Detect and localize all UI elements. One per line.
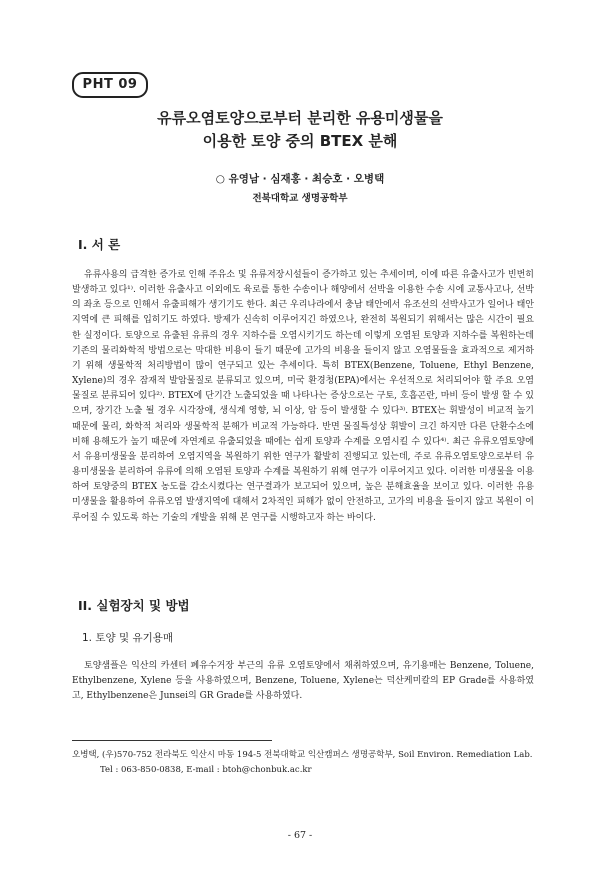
footnote-divider	[72, 740, 272, 741]
title-line-1: 유류오염토양으로부터 분리한 유용미생물을	[157, 109, 443, 127]
intro-heading: I. 서 론	[78, 237, 121, 252]
footnote-contact: Tel : 063-850-0838, E-mail : btoh@chonbuk.ac.kr	[100, 765, 312, 775]
subsection-heading-soil-solvents: 1. 토양 및 유기용매	[82, 632, 174, 644]
methods-paragraph: 토양샘플은 익산의 카센터 폐유수거장 부근의 유류 오염토양에서 채취하였으며, 유기용매는 Benzene, Toluene, Ethylbenzene, Xylene 등을 사용하였으며, Benzene, Toluene, Xylene는 덕산케미칼의 EP Grade를 사용하였고, Ethylbenzene은 Junsei의 GR Grade를 사용하였다.	[72, 661, 534, 702]
title-line-2: 이용한 토양 중의 BTEX 분해	[202, 132, 398, 150]
author-list: ○ 유영남 · 심재홍 · 최승호 · 오병택	[215, 173, 385, 185]
affiliation: 전북대학교 생명공학부	[252, 193, 348, 204]
paper-code-badge: PHT 09	[72, 72, 148, 98]
footnote-address: 오병택, (우)570-752 전라북도 익산시 마동 194-5 전북대학교 익산캠퍼스 생명공학부, Soil Environ. Remediation Lab.	[72, 750, 533, 760]
methods-heading: II. 실험장치 및 방법	[78, 598, 190, 613]
page-number: - 67 -	[287, 830, 313, 841]
intro-paragraph: 유류사용의 급격한 증가로 인해 주유소 및 유류저장시설들이 증가하고 있는 추세이며, 이에 따른 유출사고가 빈번히 발생하고 있다¹⁾. 이러한 유출사고 이외에도 육로를 통한 수송이나 해양에서 선박을 이용한 수송 시에 교통사고나, 선박의 좌초 등으로 인해서 유출피해가 생기기도 한다. 최근 우리나라에서 충남 태안에서 유조선의 선박사고가 일어나 태안지역에 큰 피해를 입히기도 하였다. 방제가 신속히 이루어지긴 하였으나, 완전히 복원되기 위해서는 많은 시간이 필요한 실정이다. 토양으로 유출된 유류의 경우 지하수를 오염시키기도 하는데 이렇게 오염된 토양과 지하수를 복원하는데 기존의 물리화학적 방법으로는 막대한 비용이 들기 때문에 고가의 비용을 들이지 않고 오염물들을 효과적으로 제거하기 위해 생물학적 처리방법이 많이 연구되고 있는 추세이다. 특히 BTEX(Benzene, Toluene, Ethyl Benzene, Xylene)의 경우 잠재적 발암물질로 분류되고 있으며, 미국 환경청(EPA)에서는 우선적으로 처리되어야 할 주요 오염 물질로 분류되어 있다²⁾. BTEX에 단기간 노출되었을 때 나타나는 증상으로는 구토, 호흡곤란, 마비 등이 발생 할 수 있으며, 장기간 노출 될 경우 시각장애, 생식계 영향, 뇌 이상, 암 등이 발생할 수 있다³⁾. BTEX는 휘발성이 비교적 높기 때문에 물리, 화학적 처리와 생물학적 분해가 비교적 가능하다. 반면 물질특성상 휘발이 크긴 하지만 다른 단환수소에 비해 용해도가 높기 때문에 자연계로 유출되었을 때에는 쉽게 토양과 수계를 오염시킬 수 있다⁴⁾. 최근 유류오염토양에서 유용미생물을 분리하여 오염지역을 복원하기 위한 연구가 활발히 진행되고 있는데, 주로 유류오염토양으로부터 유용미생물을 분리하여 유류에 의해 오염된 토양과 수계를 복원하기 위해 연구가 이루어지고 있다. 이러한 미생물을 이용하여 토양중의 BTEX 농도를 감소시켰다는 연구결과가 보고되어 있으며, 높은 분해효율을 보이고 있다. 이러한 유용 미생물을 활용하여 유류오염 발생지역에 대해서 2차적인 피해가 없이 안전하고, 고가의 비용을 들이지 않고 복원이 이루어질 수 있도록 하는 기술의 개발을 위해 본 연구를 시행하고자 하는 바이다.	[72, 270, 534, 523]
